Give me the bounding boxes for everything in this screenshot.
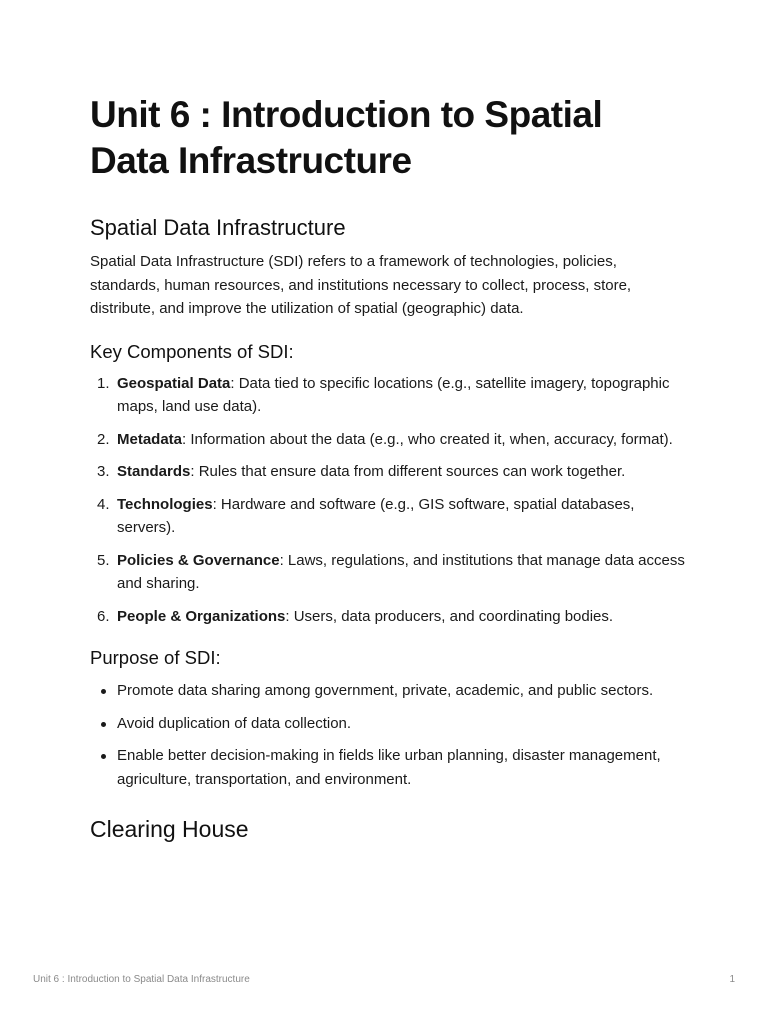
list-text: : Hardware and software (e.g., GIS software, spatial databases, servers). [117,495,635,536]
sdi-intro-paragraph: Spatial Data Infrastructure (SDI) refers to a framework of technologies, policies, standards, human resources, and institutions necessary to collect, process, store, distribute, and improve the utilization of spatial (geographic) data. [90,253,632,317]
list-number: 6. [97,607,110,625]
list-term: Metadata [117,430,183,448]
page-title: Unit 6 : Introduction to Spatial Data Infrastructure [90,94,603,181]
list-number: 3. [97,463,110,480]
list-term: Policies & Governance [117,551,280,569]
list-text: : Information about the data (e.g., who created it, when, accuracy, format). [182,430,673,448]
list-term: Geospatial Data [117,374,231,392]
section-heading-clearing-house: Clearing House [90,816,249,842]
list-item [90,428,690,452]
footer-title: Unit 6 : Introduction to Spatial Data Infrastructure [33,974,250,985]
page-footer [33,974,735,985]
list-number: 5. [97,551,110,569]
list-item [90,372,690,419]
bullet-icon [101,722,106,727]
subheading-key-components: Key Components of SDI: [90,340,294,362]
section-heading-sdi: Spatial Data Infrastructure [90,215,346,240]
list-text: : Data tied to specific locations (e.g., satellite imagery, topographic maps, land use data). [117,374,670,415]
list-text: : Rules that ensure data from different sources can work together. [190,463,626,480]
list-item [90,744,690,791]
list-text: Enable better decision-making in fields like urban planning, disaster management, agriculture, transportation, and environment. [117,747,661,788]
list-item [90,679,690,703]
list-text: : Users, data producers, and coordinating bodies. [285,607,614,625]
list-text: Promote data sharing among government, private, academic, and public sectors. [117,682,654,699]
subheading-purpose: Purpose of SDI: [90,647,221,668]
bullet-icon [101,754,106,759]
document-page [90,92,690,844]
list-item [90,493,690,540]
list-item [90,549,690,596]
list-term: Standards [117,463,191,480]
list-text: Avoid duplication of data collection. [117,714,352,732]
list-number: 1. [97,374,110,392]
list-text: : Laws, regulations, and institutions that manage data access and sharing. [117,551,685,592]
list-item [90,712,690,736]
list-item [90,605,690,629]
page-number: 1 [729,974,735,985]
list-term: Technologies [117,495,213,513]
key-components-list [90,372,690,629]
bullet-icon [101,689,106,694]
purpose-list [90,679,690,791]
list-number: 4. [97,495,110,513]
list-term: People & Organizations [117,607,286,625]
list-number: 2. [97,430,110,448]
list-item [90,460,690,484]
